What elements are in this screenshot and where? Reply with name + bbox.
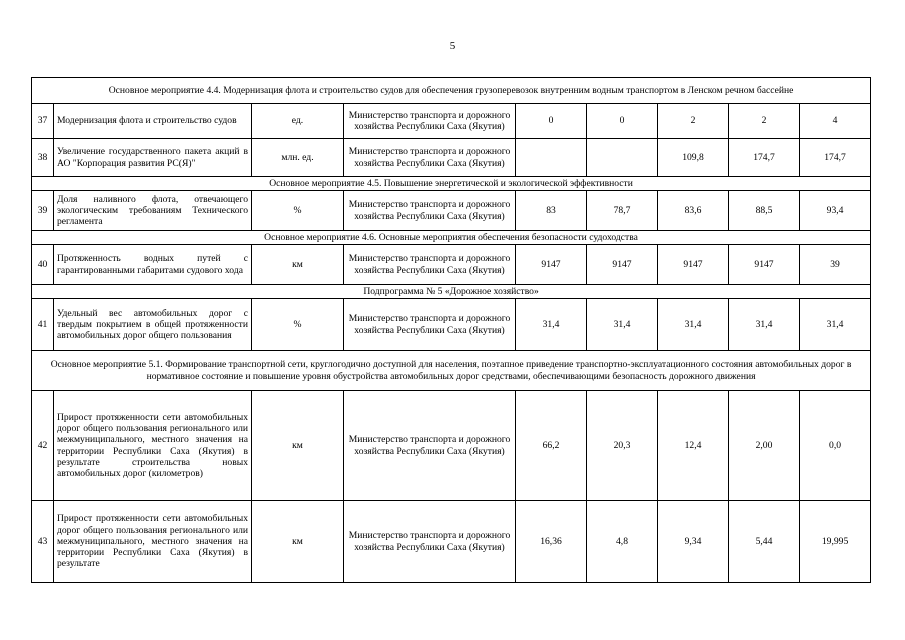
table-row <box>32 501 871 583</box>
section-title: Основное мероприятие 4.6. Основные мероприятия обеспечения безопасности судоходства <box>32 231 871 245</box>
table-row <box>32 104 871 139</box>
value-cell: 88,5 <box>729 191 800 231</box>
unit-cell: км <box>252 501 344 583</box>
row-number: 38 <box>32 139 54 177</box>
value-cell: 39 <box>800 245 871 285</box>
value-cell <box>587 139 658 177</box>
page-number: 5 <box>449 40 456 52</box>
responsible-cell: Министерство транспорта и дорожного хозяйства Республики Саха (Якутия) <box>344 391 516 501</box>
value-cell <box>516 139 587 177</box>
unit-cell: км <box>252 391 344 501</box>
responsible-cell: Министерство транспорта и дорожного хозяйства Республики Саха (Якутия) <box>344 139 516 177</box>
section-row <box>32 351 871 391</box>
value-cell: 20,3 <box>587 391 658 501</box>
indicator-name: Протяженность водных путей с гарантированными габаритами судового хода <box>54 245 252 285</box>
indicator-name: Прирост протяженности сети автомобильных дорог общего пользования регионального или межмуниципального, местного значения на территории Республики Саха (Якутия) в результате строительства новых автомобильных дорог (километров) <box>54 391 252 501</box>
subprogram-row <box>32 285 871 299</box>
indicator-name: Доля наливного флота, отвечающего экологическим требованиям Технического регламента <box>54 191 252 231</box>
value-cell: 31,4 <box>729 299 800 351</box>
row-number: 39 <box>32 191 54 231</box>
section-title: Основное мероприятие 4.5. Повышение энергетической и экологической эффективности <box>32 177 871 191</box>
value-cell: 5,44 <box>729 501 800 583</box>
table-row <box>32 139 871 177</box>
section-title: Основное мероприятие 5.1. Формирование транспортной сети, круглогодично доступной для населения, поэтапное приведение транспортно-эксплуатационного состояния автомобильных дорог в нормативное состояние и повышение уровня обустройства автомобильных дорог средствами, обеспечивающими безопасность дорожного движения <box>32 351 871 391</box>
value-cell: 12,4 <box>658 391 729 501</box>
unit-cell: млн. ед. <box>252 139 344 177</box>
unit-cell: ед. <box>252 104 344 139</box>
value-cell: 16,36 <box>516 501 587 583</box>
section-row <box>32 177 871 191</box>
table-row <box>32 299 871 351</box>
responsible-cell: Министерство транспорта и дорожного хозяйства Республики Саха (Якутия) <box>344 191 516 231</box>
indicator-name: Удельный вес автомобильных дорог с твердым покрытием в общей протяженности автомобильных дорог общего пользования <box>54 299 252 351</box>
row-number: 41 <box>32 299 54 351</box>
value-cell: 66,2 <box>516 391 587 501</box>
responsible-cell: Министерство транспорта и дорожного хозяйства Республики Саха (Якутия) <box>344 245 516 285</box>
responsible-cell: Министерство транспорта и дорожного хозяйства Республики Саха (Якутия) <box>344 501 516 583</box>
section-row <box>32 231 871 245</box>
value-cell: 4 <box>800 104 871 139</box>
value-cell: 9,34 <box>658 501 729 583</box>
responsible-cell: Министерство транспорта и дорожного хозяйства Республики Саха (Якутия) <box>344 299 516 351</box>
value-cell: 93,4 <box>800 191 871 231</box>
indicator-name: Увеличение государственного пакета акций в АО "Корпорация развития РС(Я)" <box>54 139 252 177</box>
table-row <box>32 245 871 285</box>
value-cell: 83,6 <box>658 191 729 231</box>
row-number: 43 <box>32 501 54 583</box>
value-cell: 31,4 <box>800 299 871 351</box>
value-cell: 9147 <box>729 245 800 285</box>
value-cell: 31,4 <box>516 299 587 351</box>
value-cell: 9147 <box>658 245 729 285</box>
indicator-name: Модернизация флота и строительство судов <box>54 104 252 139</box>
row-number: 40 <box>32 245 54 285</box>
value-cell: 19,995 <box>800 501 871 583</box>
value-cell: 83 <box>516 191 587 231</box>
table-row <box>32 391 871 501</box>
value-cell: 0,0 <box>800 391 871 501</box>
table-row <box>32 191 871 231</box>
value-cell: 2,00 <box>729 391 800 501</box>
value-cell: 109,8 <box>658 139 729 177</box>
value-cell: 31,4 <box>587 299 658 351</box>
subprogram-title: Подпрограмма № 5 «Дорожное хозяйство» <box>32 285 871 299</box>
responsible-cell: Министерство транспорта и дорожного хозяйства Республики Саха (Якутия) <box>344 104 516 139</box>
unit-cell: % <box>252 191 344 231</box>
value-cell: 78,7 <box>587 191 658 231</box>
unit-cell: % <box>252 299 344 351</box>
value-cell: 9147 <box>516 245 587 285</box>
value-cell: 0 <box>516 104 587 139</box>
value-cell: 4,8 <box>587 501 658 583</box>
value-cell: 2 <box>658 104 729 139</box>
unit-cell: км <box>252 245 344 285</box>
value-cell: 174,7 <box>800 139 871 177</box>
value-cell: 174,7 <box>729 139 800 177</box>
section-title: Основное мероприятие 4.4. Модернизация флота и строительство судов для обеспечения грузоперевозок внутренним водным транспортом в Ленском речном бассейне <box>32 78 871 104</box>
indicator-name: Прирост протяженности сети автомобильных дорог общего пользования регионального или межмуниципального, местного значения на территории Республики Саха (Якутия) в результате <box>54 501 252 583</box>
value-cell: 31,4 <box>658 299 729 351</box>
value-cell: 0 <box>587 104 658 139</box>
row-number: 42 <box>32 391 54 501</box>
indicators-table <box>31 77 871 583</box>
section-row <box>32 78 871 104</box>
row-number: 37 <box>32 104 54 139</box>
value-cell: 9147 <box>587 245 658 285</box>
value-cell: 2 <box>729 104 800 139</box>
